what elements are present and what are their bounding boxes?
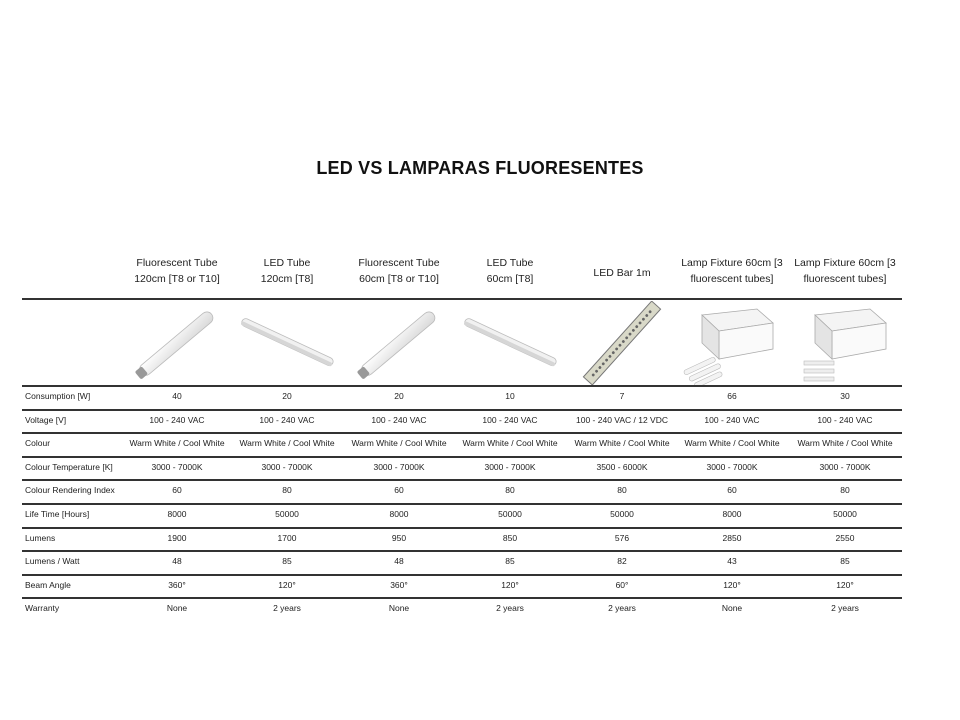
row-label: Colour <box>25 438 51 449</box>
table-cell: 80 <box>840 485 850 496</box>
table-cell: 2 years <box>608 603 636 614</box>
table-cell: 3000 - 7000K <box>484 461 536 472</box>
table-cell: 10 <box>505 391 515 401</box>
table-cell: Warm White / Cool White <box>684 438 780 449</box>
table-cell: 85 <box>840 556 850 567</box>
lamp-fixture-led-icon <box>790 301 900 385</box>
table-cell: 120° <box>836 579 854 590</box>
row-label: Life Time [Hours] <box>25 508 90 519</box>
table-cell: 120° <box>278 579 296 590</box>
led-tube-icon <box>232 301 342 385</box>
product-images <box>22 301 902 385</box>
table-cell: 3000 - 7000K <box>819 461 871 472</box>
table-row <box>22 432 902 456</box>
table-row <box>22 503 902 527</box>
table-cell: None <box>721 603 743 614</box>
table-cell: 3000 - 7000K <box>261 461 313 472</box>
table-cell: 60 <box>172 485 182 496</box>
header-divider <box>22 298 902 300</box>
fluorescent-tube-icon <box>344 301 454 385</box>
comparison-table <box>22 255 902 614</box>
column-header-line2: 60cm [T8 or T10] <box>359 273 439 285</box>
table-cell: Warm White / Cool White <box>351 438 447 449</box>
row-label: Voltage [V] <box>25 414 67 425</box>
row-label: Lumens / Watt <box>25 556 80 567</box>
table-cell: 2550 <box>835 532 855 543</box>
lamp-fixture-icon <box>677 301 787 385</box>
column-header-line2: fluorescent tubes] <box>690 273 774 285</box>
column-header <box>122 255 232 287</box>
row-label: Warranty <box>25 603 60 614</box>
column-header-line1: Lamp Fixture 60cm [3 <box>681 257 783 269</box>
table-cell: 50000 <box>610 508 634 519</box>
column-header-line2: 120cm [T8] <box>260 273 314 285</box>
row-label: Beam Angle <box>25 579 71 590</box>
table-row <box>22 385 902 409</box>
table-cell: Warm White / Cool White <box>462 438 558 449</box>
table-cell: 950 <box>391 532 407 543</box>
table-cell: 80 <box>617 485 627 496</box>
table-row <box>22 456 902 480</box>
table-cell: 100 - 240 VAC <box>482 414 538 425</box>
table-cell: 850 <box>502 532 518 543</box>
table-cell: None <box>166 603 188 614</box>
table-row <box>22 409 902 433</box>
table-cell: 100 - 240 VAC <box>149 414 205 425</box>
column-header-line1: Lamp Fixture 60cm [3 <box>794 257 896 269</box>
table-cell: Warm White / Cool White <box>129 438 225 449</box>
table-cell: 48 <box>172 556 182 567</box>
table-cell: 20 <box>282 391 292 401</box>
table-row <box>22 574 902 598</box>
column-header <box>232 255 342 287</box>
table-cell: 60 <box>727 485 737 496</box>
column-header-line2: fluorescent tubes] <box>803 273 887 285</box>
table-cell: 40 <box>172 391 182 401</box>
table-cell: 3000 - 7000K <box>706 461 758 472</box>
column-header-line1: LED Tube <box>263 257 311 269</box>
table-cell: 100 - 240 VAC / 12 VDC <box>576 414 668 425</box>
table-cell: 1900 <box>167 532 187 543</box>
row-label: Colour Rendering Index <box>25 485 115 496</box>
table-cell: 360° <box>168 579 186 590</box>
column-header-line2: 120cm [T8 or T10] <box>134 273 220 285</box>
column-header <box>344 255 454 287</box>
table-cell: 82 <box>617 556 627 567</box>
row-label: Consumption [W] <box>25 391 91 401</box>
column-header <box>677 255 787 287</box>
row-label: Lumens <box>25 532 56 543</box>
table-cell: 8000 <box>167 508 187 519</box>
table-cell: 66 <box>727 391 737 401</box>
table-cell: 80 <box>505 485 515 496</box>
table-cell: 100 - 240 VAC <box>371 414 427 425</box>
table-cell: Warm White / Cool White <box>797 438 893 449</box>
table-cell: 60 <box>394 485 404 496</box>
table-cell: 2 years <box>496 603 524 614</box>
table-cell: 100 - 240 VAC <box>259 414 315 425</box>
table-cell: 30 <box>840 391 850 401</box>
table-cell: 1700 <box>277 532 297 543</box>
column-header <box>790 255 900 287</box>
spec-rows <box>22 385 902 621</box>
table-cell: 7 <box>619 391 625 401</box>
table-cell: 2 years <box>273 603 301 614</box>
table-cell: 100 - 240 VAC <box>704 414 760 425</box>
column-header-line1: LED Tube <box>486 257 534 269</box>
row-label: Colour Temperature [K] <box>25 461 113 472</box>
table-cell: 120° <box>501 579 519 590</box>
table-cell: 2850 <box>722 532 742 543</box>
table-cell: 3000 - 7000K <box>373 461 425 472</box>
led-tube-icon <box>455 301 565 385</box>
table-cell: 85 <box>505 556 515 567</box>
table-cell: 2 years <box>831 603 859 614</box>
table-cell: None <box>388 603 410 614</box>
table-cell: 8000 <box>389 508 409 519</box>
column-header-line1: Fluorescent Tube <box>136 257 218 269</box>
page-title: LED VS LAMPARAS FLUORESENTES <box>316 158 644 178</box>
fluorescent-tube-icon <box>122 301 232 385</box>
table-cell: Warm White / Cool White <box>574 438 670 449</box>
table-cell: 80 <box>282 485 292 496</box>
column-header <box>455 255 565 287</box>
column-headers <box>22 255 902 297</box>
led-bar-icon <box>567 301 677 385</box>
table-cell: 85 <box>282 556 292 567</box>
column-header <box>567 265 677 281</box>
column-header-line1: LED Bar 1m <box>593 267 651 279</box>
column-header-line2: 60cm [T8] <box>486 273 534 285</box>
table-row <box>22 479 902 503</box>
table-row <box>22 597 902 621</box>
table-cell: Warm White / Cool White <box>239 438 335 449</box>
table-cell: 8000 <box>722 508 742 519</box>
table-cell: 60° <box>615 579 629 590</box>
table-cell: 576 <box>614 532 630 543</box>
table-cell: 120° <box>723 579 741 590</box>
table-cell: 50000 <box>275 508 299 519</box>
table-cell: 50000 <box>833 508 857 519</box>
column-header-line1: Fluorescent Tube <box>358 257 440 269</box>
table-cell: 43 <box>727 556 737 567</box>
table-cell: 360° <box>390 579 408 590</box>
table-cell: 3000 - 7000K <box>151 461 203 472</box>
table-cell: 48 <box>394 556 404 567</box>
table-cell: 20 <box>394 391 404 401</box>
table-cell: 100 - 240 VAC <box>817 414 873 425</box>
table-row <box>22 550 902 574</box>
table-cell: 3500 - 6000K <box>596 461 648 472</box>
table-row <box>22 527 902 551</box>
table-cell: 50000 <box>498 508 522 519</box>
